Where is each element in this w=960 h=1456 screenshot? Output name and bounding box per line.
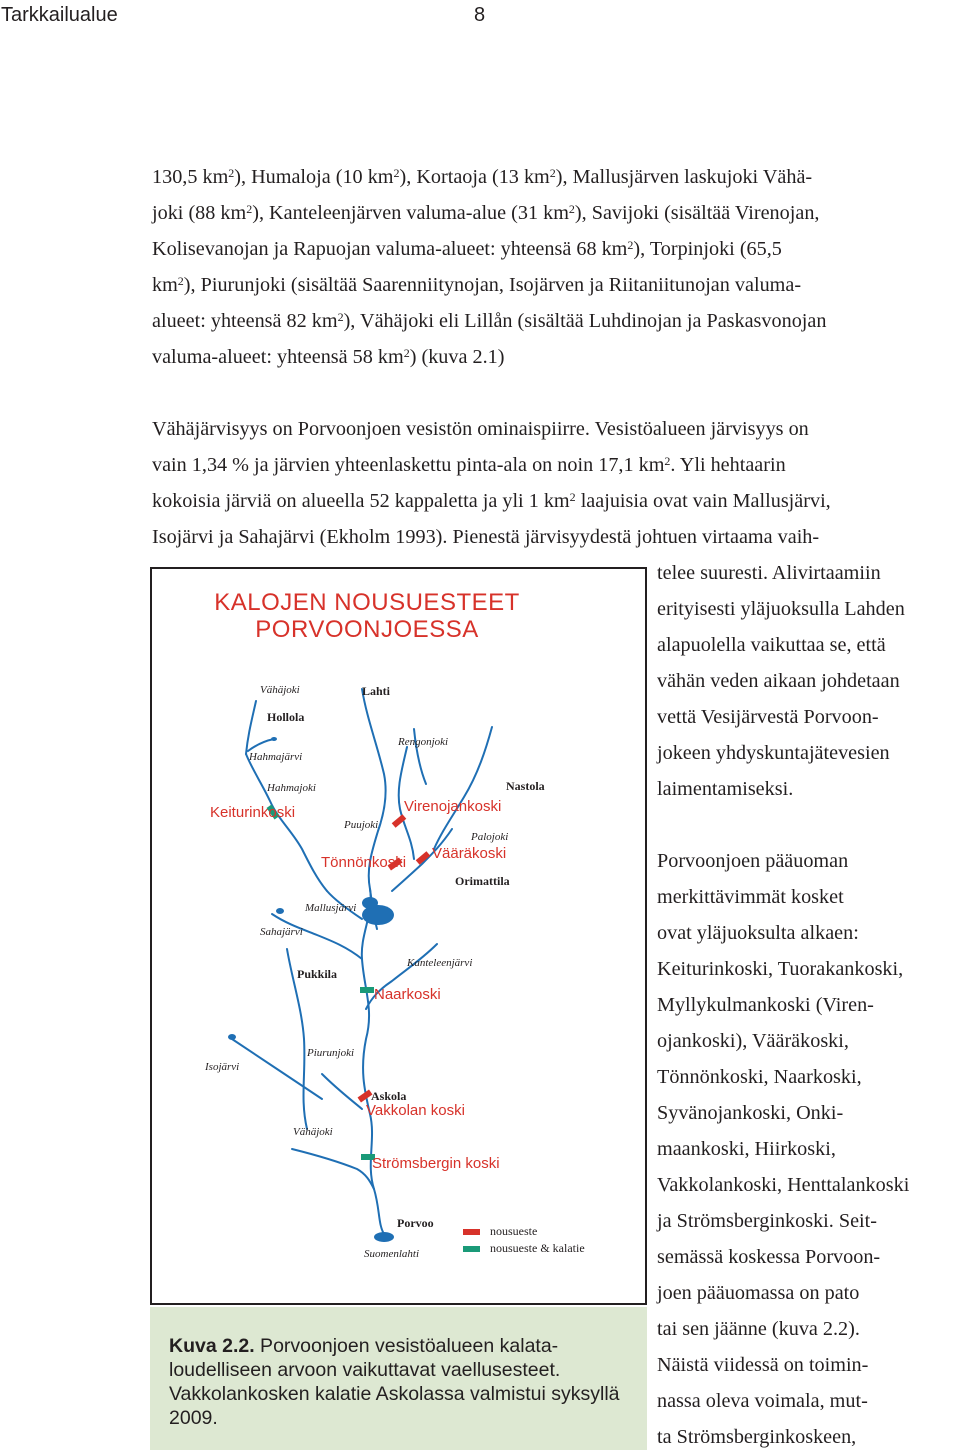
mallusjarvi-lake-2: [362, 897, 378, 909]
text-run: 130,5 km: [152, 166, 229, 188]
text-run: ), Kortaoja (13 km: [399, 166, 550, 188]
text-run: ) (kuva 2.1): [409, 346, 505, 368]
label-sahajarvi: Sahajärvi: [260, 926, 303, 938]
text-run: km: [152, 274, 178, 296]
map-title-line2: PORVOONJOESSA: [255, 616, 479, 643]
text-run: ), Savijoki (sisältää Virenojan,: [574, 202, 820, 224]
body-line: [152, 166, 812, 189]
label-virenojankoski: Virenojankoski: [404, 798, 502, 815]
body-line: [152, 346, 504, 369]
side-line: Keiturinkoski, Tuorakankoski,: [657, 958, 904, 980]
body-line: [152, 490, 831, 513]
side-line: Porvoonjoen pääuoman: [657, 850, 849, 872]
caption-label: Kuva 2.2.: [169, 1335, 255, 1357]
side-line: ta Strömsberginkoskeen,: [657, 1426, 857, 1448]
sahajarvi-lake: [276, 908, 284, 914]
body-line: [152, 454, 786, 477]
label-porvoo: Porvoo: [397, 1216, 434, 1230]
map-title-line1: KALOJEN NOUSUESTEET: [214, 589, 520, 616]
side-line: laimentamiseksi.: [657, 778, 794, 800]
legend-swatch-barrier: [463, 1229, 480, 1235]
label-piurunjoki: Piurunjoki: [307, 1047, 355, 1059]
side-line: telee suuresti. Alivirtaamiin: [657, 562, 881, 584]
text-run: ), Mallusjärven laskujoki Vähä-: [555, 166, 813, 188]
label-suomenlahti: Suomenlahti: [364, 1248, 419, 1260]
side-line: semässä koskessa Porvoon-: [657, 1246, 881, 1268]
label-orimattila: Orimattila: [455, 874, 510, 888]
side-line: nassa oleva voimala, mut-: [657, 1390, 868, 1412]
label-mallusjarvi: Mallusjärvi: [305, 902, 357, 914]
superscript: 2: [627, 238, 634, 252]
isojarvi-lake: [228, 1034, 236, 1040]
side-line: ja Strömsberginkoski. Seit-: [657, 1210, 878, 1232]
page-number: 8: [474, 4, 486, 26]
fish-barrier-map: [150, 567, 647, 1305]
main-river: [362, 689, 386, 1234]
legend-swatch-fishway: [463, 1246, 480, 1252]
text-run: Kolisevanojan ja Rapuojan valuma-alueet: yhteensä 68 km: [152, 238, 628, 260]
text-run: . Yli hehtaarin: [670, 454, 786, 476]
label-hollola: Hollola: [267, 710, 305, 724]
figure-caption: [150, 1307, 647, 1450]
side-line: maankoski, Hiirkoski,: [657, 1138, 836, 1160]
side-line: ovat yläjuoksulta alkaen:: [657, 922, 859, 944]
text-run: Vähäjärvisyys on Porvoonjoen vesistön ominaispiirre. Vesistöalueen järvisyys on: [152, 418, 809, 440]
label-nastola: Nastola: [506, 779, 545, 793]
text-run: ), Humaloja (10 km: [234, 166, 394, 188]
text-run: ), Piurunjoki (sisältää Saarenniitynojan, Isojärven ja Riitaniitunojan valuma-: [183, 274, 802, 296]
body-line: [152, 310, 826, 333]
superscript: 2: [569, 490, 576, 504]
label-vaarakoski: Vääräkoski: [432, 845, 507, 862]
label-stromsbergin-koski: Strömsbergin koski: [372, 1155, 500, 1172]
label-isojarvi: Isojärvi: [205, 1061, 240, 1073]
label-askola: Askola: [371, 1089, 407, 1103]
hahmajoki: [246, 754, 327, 891]
side-line: joen pääuomassa on pato: [657, 1282, 860, 1304]
superscript: 2: [246, 202, 253, 216]
text-run: vain 1,34 % ja järvien yhteenlaskettu pinta-ala on noin 17,1 km: [152, 454, 665, 476]
superscript: 2: [403, 346, 410, 360]
barrier-marker: [360, 987, 374, 993]
caption-text: Porvoonjoen vesistöalueen kalata-loudelliseen arvoon vaikuttavat vaellusesteet. Vakkolankosken kalatie Askolassa valmistui syksyllä 2009.: [169, 1335, 620, 1429]
side-line: Tönnönkoski, Naarkoski,: [657, 1066, 862, 1088]
label-puujoki: Puujoki: [344, 819, 379, 831]
hahmajarvi-inlet: [248, 739, 274, 751]
label-hahmajarvi: Hahmajärvi: [249, 751, 303, 763]
side-line: merkittävimmät kosket: [657, 886, 844, 908]
side-line: ojankoski), Vääräkoski,: [657, 1030, 849, 1052]
text-run: laajuisia ovat vain Mallusjärvi,: [575, 490, 831, 512]
superscript: 2: [177, 274, 184, 288]
label-tonnonkoski: Tönnönkoski: [321, 854, 407, 871]
side-line: alapuolella vaikuttaa se, että: [657, 634, 886, 656]
label-vahajoki-lower: Vähäjoki: [293, 1126, 333, 1138]
page-header: [0, 4, 960, 30]
label-pukkila: Pukkila: [297, 967, 338, 981]
superscript: 2: [393, 166, 400, 180]
label-vahajoki-upper: Vähäjoki: [260, 684, 300, 696]
label-keiturinkoski: Keiturinkoski: [210, 804, 296, 821]
text-run: ), Torpinjoki (65,5: [633, 238, 782, 260]
side-line: jokeen yhdyskuntajätevesien: [657, 742, 890, 764]
text-run: ), Kanteleenjärven valuma-alue (31 km: [252, 202, 569, 224]
label-palojoki: Palojoki: [471, 831, 509, 843]
body-line: [152, 418, 809, 441]
body-line: [152, 274, 801, 297]
text-run: Isojärvi ja Sahajärvi (Ekholm 1993). Pienestä järvisyydestä johtuen virtaama vaih-: [152, 526, 820, 548]
label-hahmajoki: Hahmajoki: [267, 782, 316, 794]
label-vakkolan-koski: Vakkolan koski: [366, 1102, 465, 1119]
hahmajarvi-lake: [271, 737, 277, 741]
label-naarkoski: Naarkoski: [374, 986, 441, 1003]
legend-fishway-label: nousueste & kalatie: [490, 1241, 585, 1255]
text-run: joki (88 km: [152, 202, 247, 224]
superscript: 2: [228, 166, 235, 180]
superscript: 2: [664, 454, 671, 468]
side-line: Näistä viidessä on toimin-: [657, 1354, 869, 1376]
text-run: ), Vähäjoki eli Lillån (sisältää Luhdinojan ja Paskasvonojan: [343, 310, 827, 332]
side-line: erityisesti yläjuoksulla Lahden: [657, 598, 905, 620]
body-line: [152, 202, 819, 225]
label-lahti: Lahti: [362, 684, 391, 698]
text-run: alueet: yhteensä 82 km: [152, 310, 338, 332]
superscript: 2: [337, 310, 344, 324]
side-line: Syvänojankoski, Onki-: [657, 1102, 844, 1124]
section-title: Tarkkailualue: [1, 4, 118, 26]
side-line: Vakkolankoski, Henttalankoski: [657, 1174, 910, 1196]
text-run: kokoisia järviä on alueella 52 kappaletta ja yli 1 km: [152, 490, 570, 512]
side-line: vähän veden aikaan johdetaan: [657, 670, 900, 692]
body-line: [152, 238, 782, 261]
side-line: vettä Vesijärvestä Porvoon-: [657, 706, 879, 728]
superscript: 2: [549, 166, 556, 180]
porvoo-bay: [374, 1232, 394, 1242]
river-network: [152, 569, 645, 1303]
legend-barrier-label: nousueste: [490, 1224, 538, 1238]
label-kanteleenjarvi: Kanteleenjärvi: [407, 957, 473, 969]
text-run: valuma-alueet: yhteensä 58 km: [152, 346, 404, 368]
side-line: Myllykulmankoski (Viren-: [657, 994, 874, 1016]
superscript: 2: [568, 202, 575, 216]
piurunjoki: [322, 1074, 362, 1109]
body-line: [152, 526, 819, 549]
side-line: tai sen jäänne (kuva 2.2).: [657, 1318, 860, 1340]
label-rengonjoki: Rengonjoki: [398, 736, 449, 748]
